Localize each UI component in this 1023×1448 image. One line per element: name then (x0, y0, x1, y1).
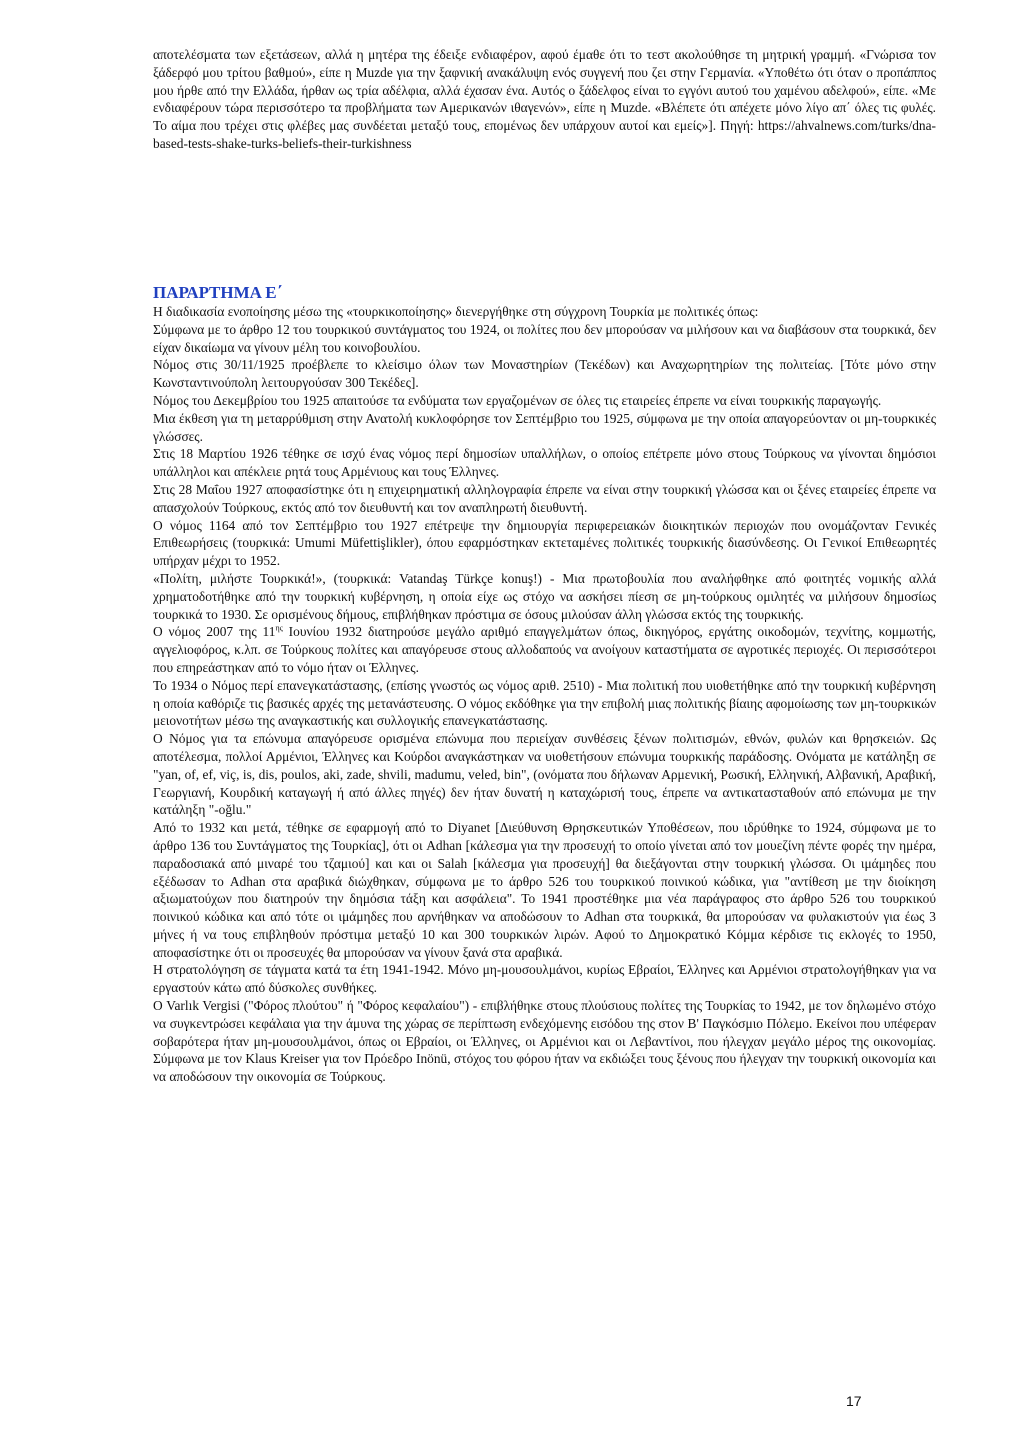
appendix-heading: ΠΑΡΑΡΤΗΜΑ Ε΄ (153, 283, 283, 302)
paragraph-varlik-vergisi: Ο Varlık Vergisi ("Φόρος πλούτου" ή "Φόρος κεφαλαίου") - επιβλήθηκε στους πλούσιους πολίτες της Τουρκίας το 1942, με τον δηλωμένο στόχο να συγκεντρώσει κεφάλαια για την άμυνα της χώρας σε περίπτωση ενδεχόμενης εισόδου της στον Β' Παγκόσμιο Πόλεμο. Εκείνοι που υπέφεραν σοβαρότερα ήταν μη-μουσουλμάνοι, όπως οι Εβραίοι, οι Έλληνες, οι Αρμένιοι και οι Λεβαντίνοι, που ήλεγχαν μεγάλο μέρος της οικονομίας. Σύμφωνα με τον Klaus Kreiser για τον Πρόεδρο Inönü, στόχος του φόρου ήταν να εκδιώξει τους ξένους που ήλεγχαν την τουρκική οικονομία και να αποδώσουν την οικονομία σε Τούρκους. (153, 998, 936, 1085)
ordinal-superscript: ης (275, 623, 283, 633)
paragraph-speak-turkish-campaign: «Πολίτη, μιλήστε Τουρκικά!», (τουρκικά: Vatandaş Türkçe konuş!) - Μια πρωτοβουλία που αναλήφθηκε από φοιτητές νομικής αλλά χρηματοδοτήθηκε από την τουρκική κυβέρνηση, η οποία είχε ως στόχο να ασκήσει πίεση σε μη-τούρκους ομιλητές να μιλήσουν δημοσίως τουρκικά το 1930. Σε ορισμένους δήμους, επιβλήθηκαν πρόστιμα σε όσους μιλούσαν άλλη γλώσσα εκτός της τουρκικής. (153, 570, 936, 622)
paragraph-clothing-law: Νόμος του Δεκεμβρίου του 1925 απαιτούσε τα ενδύματα των εργαζομένων σε όλες τις εταιρείες έπρεπε να είναι τουρκικής παραγωγής. (153, 392, 882, 408)
paragraph-law-2007 (153, 623, 936, 676)
paragraph-resettlement-law: Το 1934 ο Νόμος περί επανεγκατάστασης, (επίσης γνωστός ως νόμος αριθ. 2510) - Μια πολιτική που υιοθετήθηκε από την τουρκική κυβέρνηση η οποία καθόριζε τις βασικές αρχές της μετανάστευσης. Ο νόμος εκδόθηκε για την επιβολή μιας πολιτικής βίαιης αφομοίωσης των μη-τουρκικών μειονοτήτων μέσω της αναγκαστικής και συλλογικής επανεγκατάστασης. (153, 677, 936, 729)
paragraph-monasteries-law: Νόμος στις 30/11/1925 προέβλεπε το κλείσιμο όλων των Μοναστηρίων (Τεκέδων) και Αναχωρητηρίων της πολιτείας. [Τότε μόνο στην Κωνσταντινούπολη λειτουργούσαν 300 Τεκέδες]. (153, 357, 936, 391)
continuation-paragraph: αποτελέσματα των εξετάσεων, αλλά η μητέρα της έδειξε ενδιαφέρον, αφού έμαθε ότι το τεστ ακολούθησε τη μητρική γραμμή. «Γνώρισα τον ξάδερφό μου τρίτου βαθμού», είπε η Muzde για την ξαφνική ανακάλυψη ενός συγγενή που ζει στην Γερμανία. «Υποθέτω ότι όταν ο προπάππος μου ήρθε από την Ελλάδα, ήρθαν ως τρία αδέλφια, αλλά έχασαν ένα. Αυτός ο ξάδελφος είναι το εγγόνι αυτού του χαμένου αδελφού», είπε. «Με ενδιαφέρουν τώρα περισσότερο τα προβλήματα των Αμερικανών ιθαγενών», είπε η Muzde. «Βλέπετε ότι απέχετε μόνο λίγο απ΄ όλες τις φυλές. Το αίμα που τρέχει στις φλέβες μας συνδέεται μεταξύ τους, επομένως δεν υπάρχουν αυτοί και εμείς»]. Πηγή: https://ahvalnews.com/turks/dna-based-tests-shake-turks-beliefs-their-turkishness (153, 47, 936, 151)
law-2007-text-start: Ο νόμος 2007 της 11 (153, 624, 276, 640)
paragraph-adhan-turkish: Από το 1932 και μετά, τέθηκε σε εφαρμογή από το Diyanet [Διεύθυνση Θρησκευτικών Υποθέσεων, που ιδρύθηκε το 1924, σύμφωνα με το άρθρο 136 του Συντάγματος της Τουρκίας], ότι οι Adhan [κάλεσμα για την προσευχή το οποίο γίνεται από τον μουεζίνη πέντε φορές την ημέρα, παραδοσιακά από μιναρέ του τζαμιού] και και οι Salah [κάλεσμα για προσευχή] θα διεξάγονται στην τουρκική γλώσσα. Οι ιμάμηδες που εξέδωσαν το Adhan στα αραβικά διώχθηκαν, σύμφωνα με το άρθρο 526 του τουρκικού ποινικού κώδικα, για "αντίθεση με την διοίκηση αξιωματούχων που διατηρούν την δημόσια τάξη και ασφάλεια". Το 1941 προστέθηκε μια νέα παράγραφος στο άρθρο 526 του τουρκικού ποινικού κώδικα και από τότε οι ιμάμηδες που αρνήθηκαν να αποδώσουν το Adhan στα τουρκικά, θα μπορούσαν να φυλακιστούν για έως 3 μήνες ή να τους επιβληθούν πρόστιμα μεταξύ 10 και 300 τουρκικών λιρών. Αφού το Δημοκρατικό Κόμμα κέρδισε τις εκλογές το 1950, αποφασίστηκε ότι οι προσευχές θα μπορούσαν να γίνουν ξανά στα αραβικά. (153, 820, 936, 960)
paragraph-article-12: Σύμφωνα με το άρθρο 12 του τουρκικού συντάγματος του 1924, οι πολίτες που δεν μπορούσαν να μιλήσουν και να διαβάσουν στα τουρκικά, δεν είχαν δικαίωμα να γίνουν μέλη του κοινοβουλίου. (153, 321, 936, 355)
page-number: 17 (846, 1393, 862, 1409)
law-2007-text-rest: Ιουνίου 1932 διατηρούσε μεγάλο αριθμό επαγγελμάτων όπως, δικηγόρος, εργάτης οικοδομών, τεχνίτης, κομμωτής, αγγελιοφόρος, κ.λπ. σε Τούρκους πολίτες και απαγόρευσε στους αλλοδαπούς να ανοίγουν καταστήματα σε αγροτικές περιοχές. Οι περισσότεροι που επηρεάστηκαν από το νόμο ήταν οι Έλληνες. (153, 624, 936, 675)
paragraph-surname-law: Ο Νόμος για τα επώνυμα απαγόρευσε ορισμένα επώνυμα που περιείχαν συνθέσεις ξένων πολιτισμών, εθνών, φυλών και θρησκειών. Ως αποτέλεσμα, πολλοί Αρμένιοι, Έλληνες και Κούρδοι αναγκάστηκαν να υιοθετήσουν επώνυμα τουρκικής παράδοσης. Ονόματα με κατάληξη σε "yan, of, ef, viç, is, dis, poulos, aki, zade, shvili, madumu, veled, bin", (ονόματα που δήλωναν Αρμενική, Ρωσική, Ελληνική, Αλβανική, Αραβική, Γεωργιανή, Κουρδική καταγωγή ή από άλλες πηγές) δεν ήταν δυνατή η καταχώρισή τους, έπρεπε να αντικατασταθούν από επώνυμα με την κατάληξη "-oğlu." (153, 731, 936, 818)
paragraph-east-report: Μια έκθεση για τη μεταρρύθμιση στην Ανατολή κυκλοφόρησε τον Σεπτέμβριο του 1925, σύμφωνα με την οποία απαγορεύονταν οι μη-τουρκικές γλώσσες. (153, 410, 936, 444)
paragraph-business-correspondence: Στις 28 Μαΐου 1927 αποφασίστηκε ότι η επιχειρηματική αλληλογραφία έπρεπε να είναι στην τουρκική γλώσσα και οι ξένες εταιρείες έπρεπε να απασχολούν Τούρκους, εκτός από τον διευθυντή και τον αναπληρωτή διευθυντή. (153, 481, 936, 515)
appendix-body (153, 303, 936, 1086)
paragraph-civil-servants-law: Στις 18 Μαρτίου 1926 τέθηκε σε ισχύ ένας νόμος περί δημοσίων υπαλλήλων, ο οποίος επέτρεπε μόνο στους Τούρκους να γίνονται δημόσιοι υπάλληλοι και απέκλειε ρητά τους Αρμένιους και τους Έλληνες. (153, 446, 936, 480)
paragraph-intro: Η διαδικασία ενοποίησης μέσω της «τουρκικοποίησης» διενεργήθηκε στη σύγχρονη Τουρκία με πολιτικές όπως: (153, 304, 759, 319)
paragraph-labor-battalions: Η στρατολόγηση σε τάγματα κατά τα έτη 1941-1942. Μόνο μη-μουσουλμάνοι, κυρίως Εβραίοι, Έλληνες και Αρμένιοι στρατολογήθηκαν για να εργαστούν κάτω από δύσκολες συνθήκες. (153, 962, 936, 996)
continuation-paragraph-block (153, 46, 936, 153)
paragraph-law-1164: Ο νόμος 1164 από τον Σεπτέμβριο του 1927 επέτρεψε την δημιουργία περιφερειακών διοικητικών περιοχών που ονομάζονταν Γενικές Επιθεωρήσεις (τουρκικά: Umumi Müfettişlikler), όπου εφαρμόστηκαν εκτεταμένες πολιτικές τουρκικής διασύνδεσης. Οι Γενικοί Επιθεωρητές υπήρχαν μέχρι το 1952. (153, 517, 936, 569)
